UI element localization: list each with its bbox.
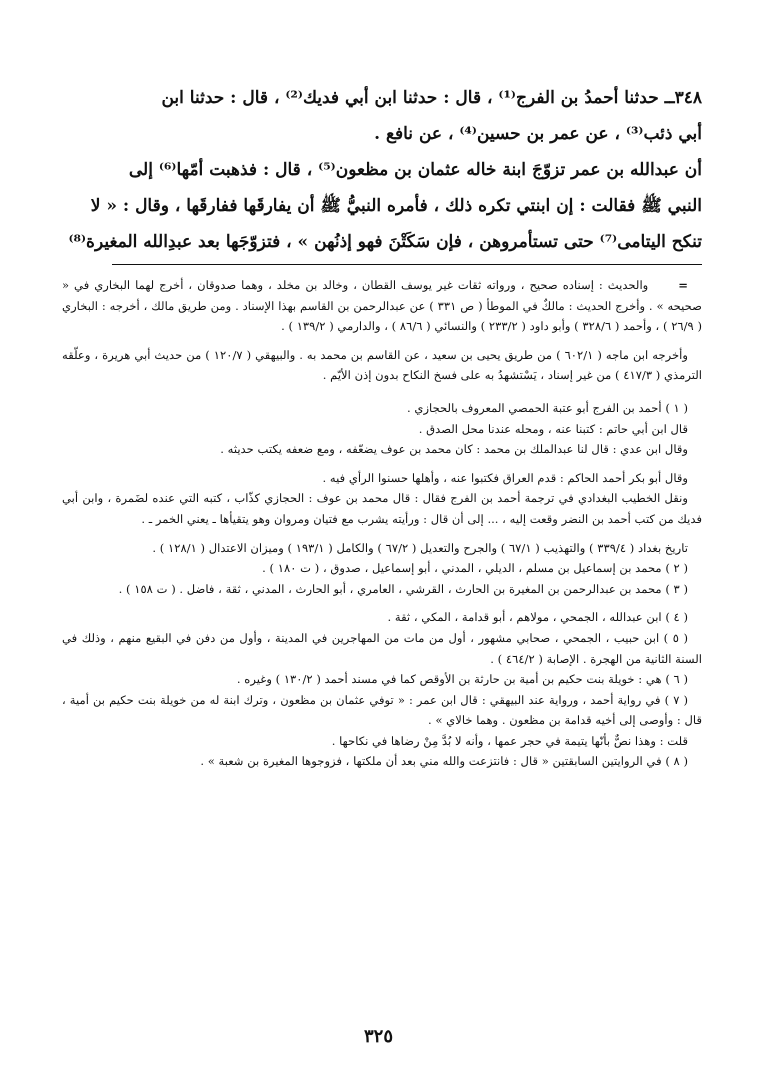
footnote-1-text: قال ابن أبي حاتم : كتبنا عنه ، ومحله عندنا محل الصدق . [418, 421, 688, 436]
footnotes [62, 275, 702, 772]
footnote-8: ( ٨ ) في الروايتين السابقتين « قال : فانتزعت والله مني بعد أن ملكتها ، فزوجوها المغيرة بن شعبة » . [200, 754, 688, 769]
hadith-line: النبي ﷺ فقالت : إن ابنتي تكره ذلك ، فأمره النبيُّ ﷺ أن يفارقَها ففارقَها ، وقال : « لا [90, 196, 702, 216]
footnote-1: ( ١ ) أحمد بن الفرج أبو عتبة الحمصي المعروف بالحجازي . [407, 400, 688, 415]
footnote-7: ( ٧ ) في رواية أحمد ، ورواية عند البيهقي : قال ابن عمر : « توفي عثمان بن مظعون ، وترك ابنة له من خويلة بنت حكيم بن أمية ، قال : وأوصى إلى أخيه قدامة بن مظعون . وهما خالاي » . [62, 692, 702, 728]
footnote-2: ( ٢ ) محمد بن إسماعيل بن مسلم ، الديلي ، المدني ، أبو إسماعيل ، صدوق ، ( ت ١٨٠ ) . [262, 561, 688, 576]
takhrij-paragraph: وأخرجه ابن ماجه ( ٦٠٢/١ ) من طريق يحيى بن سعيد ، عن القاسم بن محمد به . والبيهقي ( ١٢٠/٧ ) من حديث أبي هريرة ، وعلّقه الترمذي ( ٤١٧/٣ ) من غير إسناد ، يَسْتشهدُ به على فسخ النكاح بدون إذن الأيّم . [62, 347, 702, 383]
page-number: ٣٢٥ [363, 1026, 393, 1047]
footnote-5: ( ٥ ) ابن حبيب ، الجمحي ، صحابي مشهور ، أول من مات من المهاجرين في المدينة ، وأول من دفن في البقيع منهم ، وذلك في السنة الثانية من الهجرة . الإصابة ( ٤٦٤/٢ ) . [62, 630, 702, 666]
footnote-1-text: ونقل الخطيب البغدادي في ترجمة أحمد بن الفرج فقال : قال محمد بن عوف : الحجازي كذّاب ، كتبه التي عنده لضَمرة ، وابن أبي فديك من كتب أحمد بن النضر وقعت إليه ، ... إلى أن قال : ورأيته يشرب مع فتيان ومروان وهو يتقيأها ـ يعني الخمر ـ . [62, 491, 702, 526]
hadith-line: أن عبدالله بن عمر تزوّجَ ابنة خاله عثمان بن مظعون⁽⁵⁾ ، قال : فذهبت أمّها⁽⁶⁾ إلى [128, 160, 702, 180]
footnote-divider [112, 264, 702, 265]
footnote-4: ( ٤ ) ابن عبدالله ، الجمحي ، مولاهم ، أبو قدامة ، المكي ، ثقة . [387, 610, 688, 625]
hadith-line: تنكح اليتامى⁽⁷⁾ حتى تستأمروهن ، فإن سَكَتْنَ فهو إذنُهن » ، فتزوّجَها بعد عبدِالله المغيرة⁽⁸⁾ [68, 232, 702, 252]
footnote-6: ( ٦ ) هي : خويلة بنت حكيم بن أمية بن حارثة بن الأوقص كما في مسند أحمد ( ١٣٠/٢ ) وغيره . [236, 672, 688, 687]
footnote-1-text: وقال أبو بكر أحمد الحاكم : قدم العراق فكتبوا عنه ، وأهلها حسنوا الرأي فيه . [322, 470, 688, 485]
footnote-1-sources: تاريخ بغداد ( ٣٣٩/٤ ) والتهذيب ( ٦٧/١ ) والجرح والتعديل ( ٦٧/٢ ) والكامل ( ١٩٣/١ ) وميزان الاعتدال ( ١٢٨/١ ) . [152, 540, 688, 555]
page-body [62, 80, 702, 772]
footnote-7-comment: قلت : وهذا نصٌّ بأنّها يتيمة في حجر عمها ، وأنه لا بُدَّ مِنْ رضاها في نكاحها . [331, 733, 688, 748]
hadith-text [62, 80, 702, 260]
takhrij-paragraph: =والحديث : إسناده صحيح ، ورواته ثقات غير يوسف القطان ، وخالد بن مخلد ، وهما صدوقان ، أخرج لهما البخاري في « صحيحه » . وأخرج الحديث : مالكٌ في الموطأ ( ص ٣٣١ ) عن عبدالرحمن بن القاسم بهذا الإسناد . ومن طريق مالك ، أخرجه : البخاري ( ٢٦/٩ ) ، وأحمد ( ٣٢٨/٦ ) وأبو داود ( ٢٣٣/٢ ) والنسائي ( ٨٦/٦ ) ، والدارمي ( ١٣٩/٢ ) . [62, 278, 702, 334]
continuation-marker: = [678, 278, 688, 292]
footnote-1-text: وقال ابن عدي : قال لنا عبدالملك بن محمد : كان محمد بن عوف يضعّفه ، ومع ضعفه يكتب حديثه . [220, 442, 688, 457]
footnote-3: ( ٣ ) محمد بن عبدالرحمن بن المغيرة بن الحارث ، القرشي ، العامري ، أبو الحارث ، المدني ، ثقة ، فاضل . ( ت ١٥٨ ) . [118, 581, 688, 596]
hadith-line: ٣٤٨ــ حدثنا أحمدُ بن الفرج⁽¹⁾ ، قال : حدثنا ابن أبي فديك⁽²⁾ ، قال : حدثنا ابن [161, 88, 702, 108]
hadith-line: أبي ذئب⁽³⁾ ، عن عمر بن حسين⁽⁴⁾ ، عن نافع . [374, 124, 702, 144]
